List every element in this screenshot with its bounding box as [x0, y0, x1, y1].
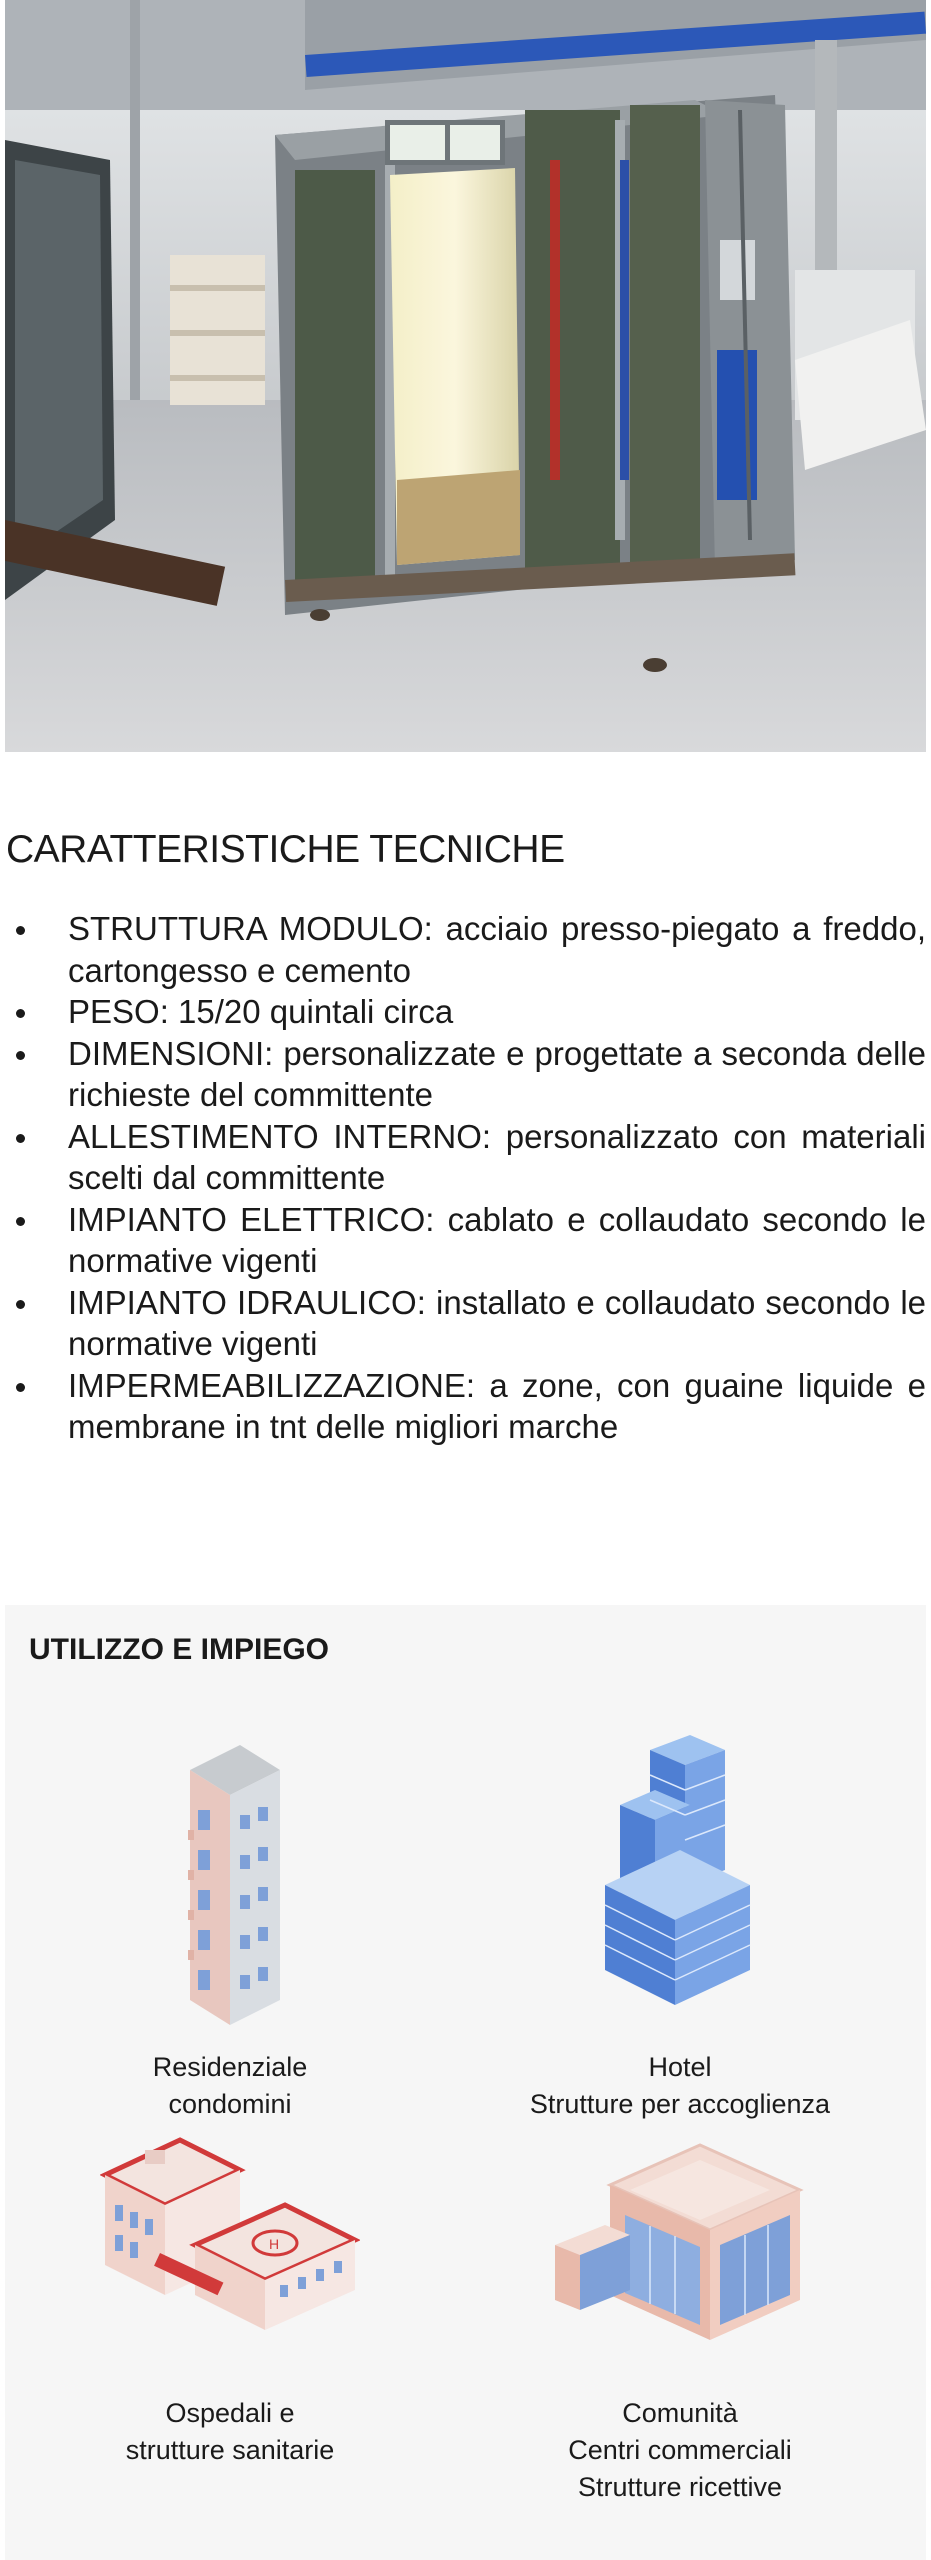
- usage-item-hotel: [470, 1735, 890, 2123]
- prefab-module-illustration: [5, 0, 926, 752]
- commercial-building-icon: [550, 2135, 810, 2355]
- usage-item-commercial: [470, 2135, 890, 2506]
- product-photo: [5, 0, 926, 752]
- spec-item-plumbing: IMPIANTO IDRAULICO: installato e collaudato secondo le normative vigenti: [6, 1282, 926, 1365]
- spec-item-weight: PESO: 15/20 quintali circa: [6, 991, 926, 1033]
- usage-item-residential: [20, 1735, 440, 2123]
- specs-list: [6, 908, 926, 1448]
- svg-text:H: H: [269, 2236, 280, 2252]
- usage-item-hospital: [20, 2135, 440, 2469]
- hospital-building-icon: [100, 2135, 360, 2335]
- usage-label-hotel: Hotel Strutture per accoglienza: [529, 2052, 831, 2119]
- spec-item-waterproofing: IMPERMEABILIZZAZIONE: a zone, con guaine liquide e membrane in tnt delle migliori marche: [6, 1365, 926, 1448]
- residential-building-icon: [130, 1735, 330, 2025]
- usage-section: [5, 1605, 926, 2560]
- usage-label-residential: Residenziale condomini: [152, 2052, 308, 2119]
- spec-item-interior: ALLESTIMENTO INTERNO: personalizzato con materiali scelti dal committente: [6, 1116, 926, 1199]
- spec-item-structure: STRUTTURA MODULO: acciaio presso-piegato a freddo, cartongesso e cemento: [6, 908, 926, 991]
- usage-label-hospital: Ospedali e strutture sanitarie: [125, 2398, 335, 2465]
- hotel-building-icon: [580, 1735, 780, 2025]
- usage-title: UTILIZZO E IMPIEGO: [29, 1633, 329, 1666]
- usage-label-commercial: Comunità Centri commerciali Strutture ricettive: [568, 2398, 792, 2502]
- spec-item-electrical: IMPIANTO ELETTRICO: cablato e collaudato secondo le normative vigenti: [6, 1199, 926, 1282]
- spec-item-dimensions: DIMENSIONI: personalizzate e progettate a seconda delle richieste del committente: [6, 1033, 926, 1116]
- specs-title: CARATTERISTICHE TECNICHE: [6, 828, 565, 871]
